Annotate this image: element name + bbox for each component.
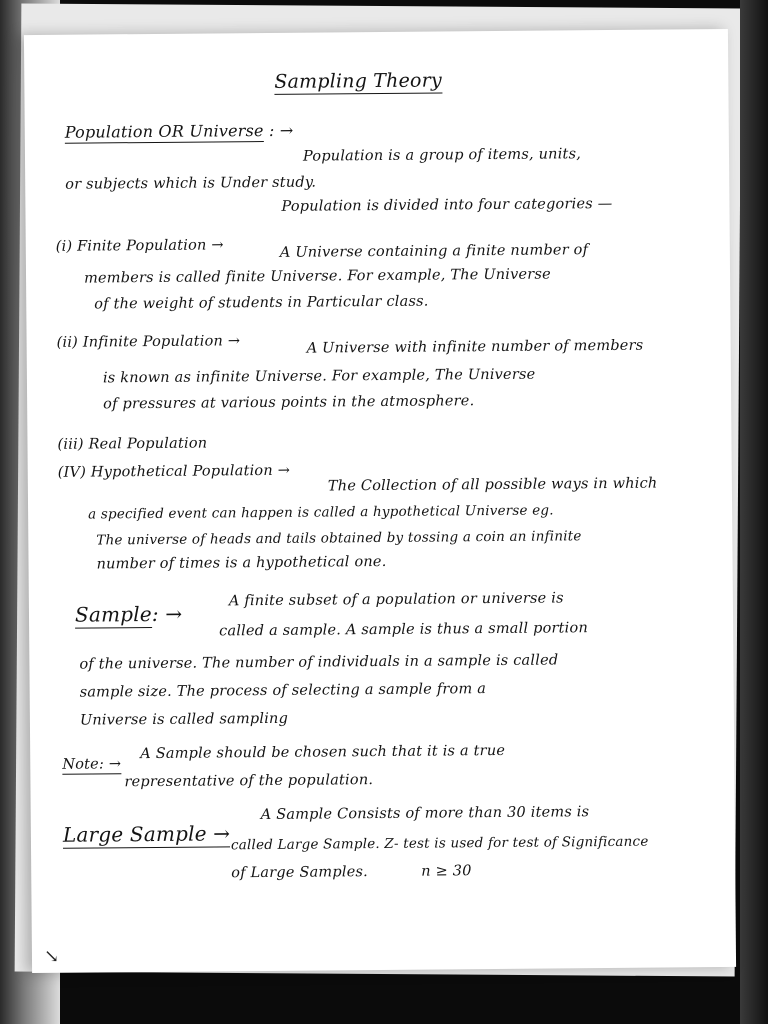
finite-population-label: (i) Finite Population → xyxy=(55,237,224,255)
large-sample-text-3: of Large Samples. xyxy=(231,864,368,882)
population-line-2: or subjects which is Under study. xyxy=(65,174,317,193)
background-edge xyxy=(740,0,768,1024)
note-text-1: A Sample should be chosen such that it is a true xyxy=(140,742,506,763)
finite-text-1: A Universe containing a finite number of xyxy=(279,242,589,261)
note-text-2: representative of the population. xyxy=(124,772,374,791)
infinite-text-1: A Universe with infinite number of members xyxy=(306,337,644,357)
hypothetical-text-1: The Collection of all possible ways in which xyxy=(327,475,658,495)
large-sample-formula: n ≥ 30 xyxy=(421,863,472,880)
hypothetical-text-2: a specified event can happen is called a hypothetical Universe eg. xyxy=(88,502,554,523)
hypothetical-text-3: The universe of heads and tails obtained by tossing a coin an infinite xyxy=(96,528,582,549)
note-label: Note: → xyxy=(62,756,122,773)
population-heading: Population OR Universe : → xyxy=(64,120,294,142)
sample-text-2: called a sample. A sample is thus a small portion xyxy=(219,620,589,640)
finite-text-3: of the weight of students in Particular class. xyxy=(94,293,429,313)
page-title: Sampling Theory xyxy=(274,69,442,93)
large-sample-text-1: A Sample Consists of more than 30 items is xyxy=(260,804,590,824)
infinite-text-2: is known as infinite Universe. For example, The Universe xyxy=(102,366,536,387)
sample-text-5: Universe is called sampling xyxy=(79,710,289,729)
population-line-3: Population is divided into four categories — xyxy=(281,195,613,215)
notebook-page xyxy=(24,29,736,973)
large-sample-heading: Large Sample → xyxy=(62,821,231,847)
hypothetical-text-4: number of times is a hypothetical one. xyxy=(96,553,387,573)
real-population-label: (iii) Real Population xyxy=(57,435,208,453)
sample-text-3: of the universe. The number of individuals in a sample is called xyxy=(79,652,559,673)
population-line-1: Population is a group of items, units, xyxy=(302,146,582,165)
finite-text-2: members is called finite Universe. For example, The Universe xyxy=(83,266,551,287)
infinite-text-3: of pressures at various points in the atmosphere. xyxy=(103,393,475,413)
infinite-population-label: (ii) Infinite Population → xyxy=(56,333,241,351)
hypothetical-population-label: (IV) Hypothetical Population → xyxy=(57,462,291,481)
sample-heading: Sample: → xyxy=(74,601,183,627)
sample-text-4: sample size. The process of selecting a sample from a xyxy=(79,681,487,701)
large-sample-text-2: called Large Sample. Z- test is used for test of Significance xyxy=(230,833,649,854)
sample-text-1: A finite subset of a population or universe is xyxy=(228,590,564,610)
corner-mark: ↘ xyxy=(44,946,60,967)
